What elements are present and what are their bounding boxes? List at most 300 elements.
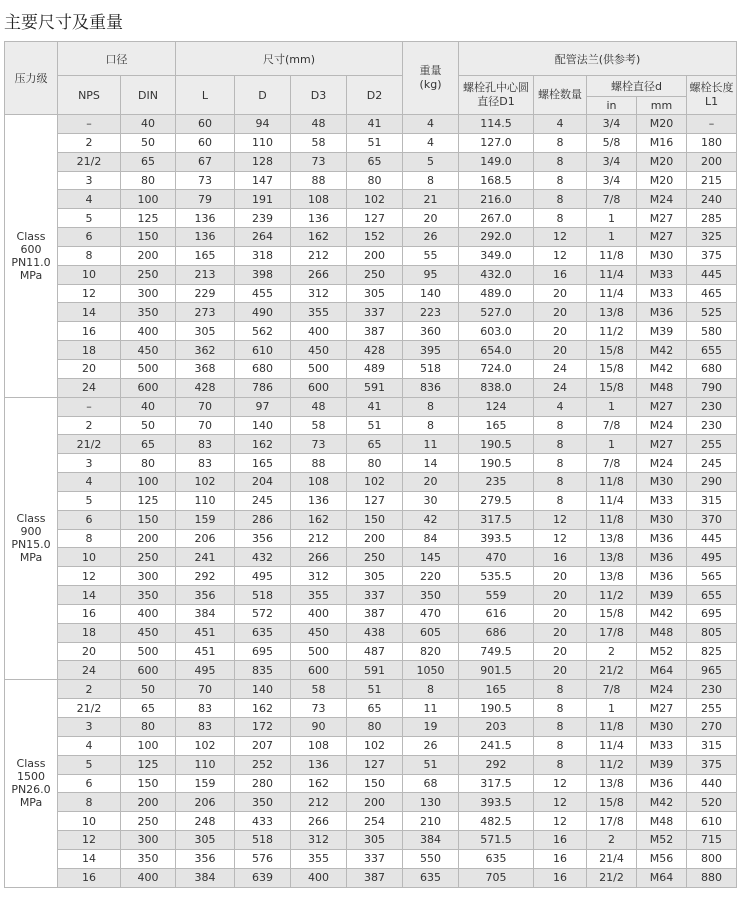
cell-nps: 21/2 [58, 435, 121, 454]
cell-din: 50 [121, 133, 176, 152]
cell-din: 450 [121, 341, 176, 360]
cell-weight: 360 [403, 322, 459, 341]
cell-d3: 73 [291, 435, 347, 454]
cell-l: 305 [176, 322, 235, 341]
cell-bolt-qty: 12 [534, 246, 587, 265]
table-row [5, 567, 737, 586]
cell-bolt-qty: 8 [534, 209, 587, 228]
cell-bolt-circle: 124 [459, 397, 534, 416]
table-row [5, 586, 737, 605]
cell-bolt-dia-mm: M36 [637, 529, 687, 548]
header-bolt-dia: 螺栓直径d [587, 76, 687, 97]
cell-d3: 136 [291, 491, 347, 510]
cell-bolt-circle: 393.5 [459, 529, 534, 548]
cell-bolt-dia-in: 11/4 [587, 736, 637, 755]
cell-d3: 266 [291, 548, 347, 567]
cell-d3: 600 [291, 378, 347, 397]
cell-bolt-circle: 571.5 [459, 831, 534, 850]
cell-l: 70 [176, 397, 235, 416]
cell-nps: 10 [58, 548, 121, 567]
cell-l: 305 [176, 831, 235, 850]
cell-nps: 18 [58, 341, 121, 360]
cell-bolt-dia-in: 7/8 [587, 454, 637, 473]
header-bolt-len: 螺栓长度L1 [687, 76, 737, 115]
cell-weight: 384 [403, 831, 459, 850]
cell-bolt-qty: 12 [534, 510, 587, 529]
cell-bolt-len: 255 [687, 435, 737, 454]
header-bore: 口径 [58, 42, 176, 76]
cell-weight: 5 [403, 152, 459, 171]
cell-d2: 127 [347, 755, 403, 774]
cell-bolt-dia-mm: M27 [637, 397, 687, 416]
cell-bolt-dia-in: 21/4 [587, 849, 637, 868]
table-row [5, 736, 737, 755]
cell-din: 200 [121, 793, 176, 812]
table-row [5, 831, 737, 850]
cell-bolt-circle: 165 [459, 680, 534, 699]
cell-l: 102 [176, 736, 235, 755]
cell-d2: 387 [347, 868, 403, 887]
header-nps: NPS [58, 76, 121, 115]
cell-d2: 65 [347, 152, 403, 171]
table-row [5, 548, 737, 567]
cell-bolt-circle: 317.5 [459, 774, 534, 793]
cell-weight: 8 [403, 397, 459, 416]
cell-bolt-circle: 235 [459, 473, 534, 492]
cell-din: 250 [121, 548, 176, 567]
cell-bolt-len: 580 [687, 322, 737, 341]
cell-l: 451 [176, 623, 235, 642]
cell-l: 292 [176, 567, 235, 586]
cell-d: 356 [235, 529, 291, 548]
cell-l: 368 [176, 359, 235, 378]
cell-d3: 90 [291, 718, 347, 737]
cell-din: 450 [121, 623, 176, 642]
cell-d2: 102 [347, 736, 403, 755]
cell-d3: 266 [291, 812, 347, 831]
cell-d2: 200 [347, 793, 403, 812]
cell-bolt-qty: 16 [534, 265, 587, 284]
cell-bolt-len: 375 [687, 246, 737, 265]
cell-bolt-dia-mm: M27 [637, 228, 687, 247]
cell-bolt-circle: 127.0 [459, 133, 534, 152]
cell-bolt-circle: 216.0 [459, 190, 534, 209]
cell-din: 300 [121, 567, 176, 586]
table-row [5, 680, 737, 699]
cell-bolt-dia-in: 5/8 [587, 133, 637, 152]
cell-bolt-len: 375 [687, 755, 737, 774]
cell-weight: 51 [403, 755, 459, 774]
cell-l: 384 [176, 868, 235, 887]
cell-weight: 836 [403, 378, 459, 397]
table-row [5, 397, 737, 416]
cell-din: 400 [121, 604, 176, 623]
cell-d3: 73 [291, 152, 347, 171]
cell-l: 495 [176, 661, 235, 680]
header-weight [403, 42, 459, 115]
header-weight-unit: (kg) [419, 78, 442, 91]
cell-d3: 136 [291, 209, 347, 228]
cell-bolt-dia-mm: M48 [637, 812, 687, 831]
cell-l: 159 [176, 510, 235, 529]
cell-l: 229 [176, 284, 235, 303]
table-row [5, 661, 737, 680]
cell-nps: 12 [58, 567, 121, 586]
cell-bolt-dia-mm: M30 [637, 246, 687, 265]
cell-weight: 550 [403, 849, 459, 868]
cell-bolt-dia-in: 7/8 [587, 190, 637, 209]
cell-l: 60 [176, 133, 235, 152]
cell-din: 100 [121, 473, 176, 492]
cell-d: 680 [235, 359, 291, 378]
cell-bolt-dia-mm: M27 [637, 699, 687, 718]
cell-bolt-qty: 20 [534, 604, 587, 623]
pressure-class-label: Class 600 PN11.0 MPa [5, 115, 58, 398]
cell-bolt-qty: 8 [534, 171, 587, 190]
cell-bolt-dia-mm: M36 [637, 774, 687, 793]
cell-l: 60 [176, 115, 235, 134]
cell-bolt-qty: 16 [534, 849, 587, 868]
table-row [5, 454, 737, 473]
cell-l: 356 [176, 586, 235, 605]
cell-d3: 500 [291, 359, 347, 378]
cell-din: 300 [121, 284, 176, 303]
cell-bolt-len: 180 [687, 133, 737, 152]
cell-d3: 88 [291, 171, 347, 190]
cell-bolt-dia-mm: M48 [637, 623, 687, 642]
cell-bolt-len: – [687, 115, 737, 134]
header-l: L [176, 76, 235, 115]
cell-bolt-len: 805 [687, 623, 737, 642]
cell-bolt-dia-in: 1 [587, 209, 637, 228]
cell-l: 165 [176, 246, 235, 265]
cell-nps: 16 [58, 604, 121, 623]
cell-l: 213 [176, 265, 235, 284]
cell-d: 572 [235, 604, 291, 623]
table-row [5, 699, 737, 718]
cell-l: 206 [176, 529, 235, 548]
cell-din: 150 [121, 774, 176, 793]
cell-nps: 2 [58, 133, 121, 152]
cell-nps: 3 [58, 454, 121, 473]
cell-bolt-len: 440 [687, 774, 737, 793]
cell-bolt-circle: 349.0 [459, 246, 534, 265]
cell-bolt-dia-mm: M33 [637, 284, 687, 303]
cell-l: 273 [176, 303, 235, 322]
cell-din: 150 [121, 228, 176, 247]
cell-weight: 84 [403, 529, 459, 548]
cell-d2: 387 [347, 322, 403, 341]
table-row [5, 115, 737, 134]
cell-d: 318 [235, 246, 291, 265]
cell-nps: 16 [58, 868, 121, 887]
table-row [5, 510, 737, 529]
cell-bolt-circle: 749.5 [459, 642, 534, 661]
cell-d3: 162 [291, 510, 347, 529]
cell-bolt-qty: 4 [534, 115, 587, 134]
cell-bolt-len: 680 [687, 359, 737, 378]
cell-nps: 8 [58, 246, 121, 265]
cell-l: 159 [176, 774, 235, 793]
cell-bolt-circle: 168.5 [459, 171, 534, 190]
header-din: DIN [121, 76, 176, 115]
cell-d: 172 [235, 718, 291, 737]
cell-bolt-dia-in: 13/8 [587, 548, 637, 567]
cell-nps: 24 [58, 661, 121, 680]
cell-bolt-len: 245 [687, 454, 737, 473]
cell-l: 248 [176, 812, 235, 831]
cell-bolt-circle: 527.0 [459, 303, 534, 322]
cell-bolt-qty: 16 [534, 548, 587, 567]
cell-bolt-dia-mm: M24 [637, 680, 687, 699]
cell-d: 490 [235, 303, 291, 322]
cell-din: 400 [121, 322, 176, 341]
cell-d: 264 [235, 228, 291, 247]
cell-nps: 14 [58, 849, 121, 868]
cell-d: 455 [235, 284, 291, 303]
cell-d3: 500 [291, 642, 347, 661]
cell-bolt-dia-in: 3/4 [587, 115, 637, 134]
cell-l: 70 [176, 680, 235, 699]
cell-d: 280 [235, 774, 291, 793]
cell-nps: 8 [58, 793, 121, 812]
cell-l: 241 [176, 548, 235, 567]
cell-d: 191 [235, 190, 291, 209]
cell-bolt-circle: 616 [459, 604, 534, 623]
cell-l: 102 [176, 473, 235, 492]
cell-d: 128 [235, 152, 291, 171]
header-d3: D3 [291, 76, 347, 115]
cell-bolt-circle: 203 [459, 718, 534, 737]
cell-din: 200 [121, 529, 176, 548]
cell-weight: 220 [403, 567, 459, 586]
cell-bolt-qty: 12 [534, 793, 587, 812]
pressure-class-label: Class 1500 PN26.0 MPa [5, 680, 58, 887]
cell-d: 518 [235, 586, 291, 605]
cell-l: 70 [176, 416, 235, 435]
cell-nps: 21/2 [58, 152, 121, 171]
cell-nps: 6 [58, 510, 121, 529]
cell-d2: 80 [347, 718, 403, 737]
cell-d: 695 [235, 642, 291, 661]
cell-d3: 312 [291, 284, 347, 303]
cell-d2: 152 [347, 228, 403, 247]
cell-d2: 250 [347, 548, 403, 567]
cell-d3: 212 [291, 793, 347, 812]
cell-bolt-dia-mm: M30 [637, 473, 687, 492]
cell-l: 110 [176, 755, 235, 774]
dimensions-weight-table [4, 41, 737, 888]
cell-d: 562 [235, 322, 291, 341]
cell-d: 786 [235, 378, 291, 397]
table-row [5, 133, 737, 152]
cell-bolt-circle: 901.5 [459, 661, 534, 680]
cell-l: 83 [176, 699, 235, 718]
cell-d3: 162 [291, 774, 347, 793]
cell-d3: 136 [291, 755, 347, 774]
table-row [5, 209, 737, 228]
cell-bolt-dia-in: 2 [587, 642, 637, 661]
cell-d2: 51 [347, 416, 403, 435]
cell-bolt-qty: 16 [534, 831, 587, 850]
cell-bolt-circle: 241.5 [459, 736, 534, 755]
cell-l: 83 [176, 718, 235, 737]
cell-din: 80 [121, 171, 176, 190]
cell-d: 165 [235, 454, 291, 473]
cell-bolt-len: 965 [687, 661, 737, 680]
cell-l: 110 [176, 491, 235, 510]
cell-d3: 266 [291, 265, 347, 284]
cell-bolt-qty: 16 [534, 868, 587, 887]
cell-nps: 6 [58, 228, 121, 247]
cell-weight: 395 [403, 341, 459, 360]
cell-bolt-dia-mm: M42 [637, 604, 687, 623]
cell-nps: 4 [58, 473, 121, 492]
header-bolt-circle: 螺栓孔中心圆直径D1 [459, 76, 534, 115]
cell-bolt-qty: 12 [534, 228, 587, 247]
cell-d: 518 [235, 831, 291, 850]
cell-l: 79 [176, 190, 235, 209]
header-d: D [235, 76, 291, 115]
cell-bolt-qty: 12 [534, 529, 587, 548]
cell-d: 835 [235, 661, 291, 680]
cell-bolt-dia-in: 7/8 [587, 680, 637, 699]
cell-d: 252 [235, 755, 291, 774]
cell-din: 250 [121, 812, 176, 831]
cell-bolt-dia-mm: M56 [637, 849, 687, 868]
cell-weight: 26 [403, 736, 459, 755]
cell-d: 635 [235, 623, 291, 642]
cell-din: 200 [121, 246, 176, 265]
cell-din: 50 [121, 416, 176, 435]
table-row [5, 491, 737, 510]
cell-nps: 5 [58, 209, 121, 228]
cell-nps: 2 [58, 680, 121, 699]
cell-d2: 591 [347, 378, 403, 397]
cell-d: 350 [235, 793, 291, 812]
table-body [5, 115, 737, 888]
cell-d2: 127 [347, 209, 403, 228]
table-row [5, 303, 737, 322]
cell-l: 83 [176, 435, 235, 454]
cell-nps: 4 [58, 190, 121, 209]
table-row [5, 604, 737, 623]
cell-d: 147 [235, 171, 291, 190]
cell-bolt-qty: 8 [534, 699, 587, 718]
cell-bolt-qty: 20 [534, 284, 587, 303]
cell-nps: 20 [58, 642, 121, 661]
cell-bolt-qty: 24 [534, 378, 587, 397]
cell-nps: 3 [58, 171, 121, 190]
cell-nps: 2 [58, 416, 121, 435]
cell-d3: 450 [291, 623, 347, 642]
cell-bolt-qty: 12 [534, 812, 587, 831]
table-row [5, 416, 737, 435]
cell-bolt-circle: 279.5 [459, 491, 534, 510]
cell-bolt-dia-in: 13/8 [587, 303, 637, 322]
cell-bolt-dia-in: 13/8 [587, 529, 637, 548]
cell-d2: 305 [347, 567, 403, 586]
cell-bolt-dia-in: 1 [587, 397, 637, 416]
cell-d2: 250 [347, 265, 403, 284]
cell-d: 94 [235, 115, 291, 134]
table-row [5, 359, 737, 378]
cell-bolt-dia-mm: M20 [637, 152, 687, 171]
cell-bolt-dia-in: 1 [587, 435, 637, 454]
cell-nps: 8 [58, 529, 121, 548]
cell-nps: 12 [58, 831, 121, 850]
cell-bolt-len: 495 [687, 548, 737, 567]
cell-weight: 20 [403, 473, 459, 492]
cell-bolt-len: 240 [687, 190, 737, 209]
page-title: 主要尺寸及重量 [4, 13, 123, 33]
cell-din: 65 [121, 699, 176, 718]
cell-bolt-len: 315 [687, 736, 737, 755]
cell-bolt-dia-in: 15/8 [587, 378, 637, 397]
cell-d3: 58 [291, 416, 347, 435]
cell-bolt-qty: 8 [534, 435, 587, 454]
cell-bolt-qty: 8 [534, 152, 587, 171]
cell-bolt-dia-in: 17/8 [587, 812, 637, 831]
cell-bolt-qty: 8 [534, 133, 587, 152]
cell-d3: 212 [291, 246, 347, 265]
cell-nps: 10 [58, 265, 121, 284]
cell-d: 140 [235, 416, 291, 435]
cell-bolt-dia-in: 2 [587, 831, 637, 850]
cell-nps: 10 [58, 812, 121, 831]
cell-d2: 487 [347, 642, 403, 661]
cell-bolt-len: 465 [687, 284, 737, 303]
cell-d: 610 [235, 341, 291, 360]
cell-bolt-qty: 20 [534, 341, 587, 360]
cell-weight: 95 [403, 265, 459, 284]
table-row [5, 246, 737, 265]
cell-din: 65 [121, 152, 176, 171]
table-row [5, 265, 737, 284]
cell-d2: 428 [347, 341, 403, 360]
cell-bolt-qty: 4 [534, 397, 587, 416]
cell-nps: 5 [58, 755, 121, 774]
cell-d: 239 [235, 209, 291, 228]
cell-weight: 145 [403, 548, 459, 567]
header-pressure-class: 压力级 [5, 42, 58, 115]
cell-d3: 73 [291, 699, 347, 718]
cell-l: 67 [176, 152, 235, 171]
cell-bolt-len: 290 [687, 473, 737, 492]
cell-bolt-dia-in: 15/8 [587, 793, 637, 812]
table-row [5, 755, 737, 774]
cell-bolt-qty: 8 [534, 454, 587, 473]
cell-d3: 58 [291, 133, 347, 152]
cell-bolt-dia-in: 11/8 [587, 510, 637, 529]
cell-din: 600 [121, 378, 176, 397]
header-d2: D2 [347, 76, 403, 115]
cell-bolt-dia-in: 13/8 [587, 567, 637, 586]
cell-bolt-dia-mm: M20 [637, 171, 687, 190]
cell-d2: 337 [347, 849, 403, 868]
cell-bolt-len: 215 [687, 171, 737, 190]
cell-d: 207 [235, 736, 291, 755]
cell-d2: 591 [347, 661, 403, 680]
cell-bolt-circle: 190.5 [459, 435, 534, 454]
cell-bolt-circle: 654.0 [459, 341, 534, 360]
cell-d2: 41 [347, 115, 403, 134]
table-row [5, 341, 737, 360]
cell-bolt-circle: 635 [459, 849, 534, 868]
cell-din: 600 [121, 661, 176, 680]
cell-l: 136 [176, 228, 235, 247]
cell-l: 73 [176, 171, 235, 190]
